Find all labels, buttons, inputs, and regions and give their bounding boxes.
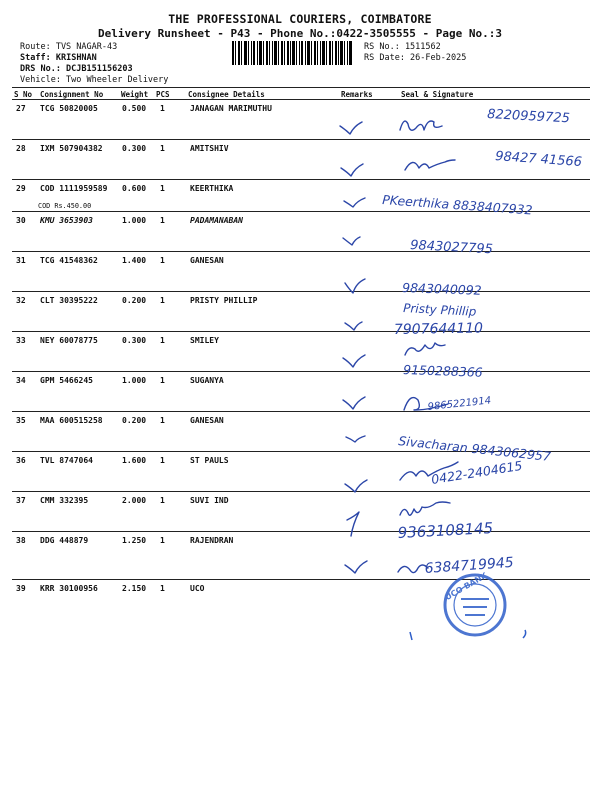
- cod-amount-note: COD Rs.450.00: [38, 202, 92, 210]
- row-weight: 1.000: [122, 216, 147, 225]
- row-consignee: PADAMANABAN: [190, 216, 243, 225]
- rs-number: RS No.: 1511562: [364, 42, 441, 52]
- row-pcs: 1: [160, 184, 165, 193]
- stamp-dash: [523, 630, 526, 638]
- row-sno: 35: [16, 416, 26, 425]
- stamp-dash: [410, 632, 412, 640]
- row-consignment: NEY 60078775: [40, 336, 98, 345]
- row-consignee: SMILEY: [190, 336, 219, 345]
- company-title: THE PROFESSIONAL COURIERS, COIMBATORE: [168, 12, 432, 26]
- row-sno: 33: [16, 336, 26, 345]
- handwritten-phone: 9363108145: [397, 519, 494, 542]
- row-weight: 0.600: [122, 184, 147, 193]
- handwritten-phone: 9865221914: [427, 395, 492, 413]
- row-weight: 0.300: [122, 336, 147, 345]
- row-pcs: 1: [160, 296, 165, 305]
- row-sno: 29: [16, 184, 26, 193]
- row-weight: 1.250: [122, 536, 147, 545]
- table-row: [12, 251, 590, 291]
- col-header-seal: Seal & Signature: [401, 90, 474, 99]
- row-weight: 1.400: [122, 256, 147, 265]
- row-consignment: KMU 3653903: [40, 216, 93, 225]
- row-weight: 0.200: [122, 296, 147, 305]
- rs-date: RS Date: 26-Feb-2025: [364, 53, 467, 63]
- handwritten-phone: 9150288366: [402, 362, 483, 380]
- col-header-consignment: Consignment No: [40, 90, 104, 99]
- row-consignee: GANESAN: [190, 256, 224, 265]
- handwritten-phone: 7907644110: [393, 320, 484, 338]
- row-pcs: 1: [160, 456, 165, 465]
- table-row: [12, 411, 590, 451]
- row-consignment: DDG 448879: [40, 536, 89, 545]
- row-consignment: MAA 600515258: [40, 416, 103, 425]
- handwritten-name: Pristy Phillip: [402, 301, 477, 319]
- staff-name: KRISHNAN: [55, 53, 97, 63]
- handwritten-phone: 9843027795: [409, 238, 494, 258]
- row-consignment: CLT 30395222: [40, 296, 98, 305]
- row-consignee: PRISTY PHILLIP: [190, 296, 258, 305]
- col-header-pcs: PCS: [156, 90, 170, 99]
- row-pcs: 1: [160, 336, 165, 345]
- row-consignee: JANAGAN MARIMUTHU: [190, 104, 272, 113]
- row-sno: 39: [16, 584, 26, 593]
- table-top-rule: [12, 87, 590, 88]
- row-weight: 2.150: [122, 584, 147, 593]
- table-row: [12, 331, 590, 371]
- row-consignment: KRR 30100956: [40, 584, 98, 593]
- col-header-remarks: Remarks: [341, 90, 373, 99]
- table-row: [12, 491, 590, 531]
- row-consignee: KEERTHIKA: [190, 184, 234, 193]
- row-consignment: COD 1111959589: [40, 184, 108, 193]
- table-row: [12, 291, 590, 331]
- row-consignee: GANESAN: [190, 416, 224, 425]
- row-weight: 0.200: [122, 416, 147, 425]
- row-consignee: SUVI IND: [190, 496, 229, 505]
- table-row: [12, 531, 590, 571]
- row-sno: 32: [16, 296, 26, 305]
- table-row: [12, 371, 590, 411]
- col-header-sno: S No: [14, 90, 33, 99]
- handwritten-phone: 8220959725: [486, 107, 571, 127]
- row-sno: 27: [16, 104, 26, 113]
- handwritten-phone: 98427 41566: [494, 149, 583, 171]
- route-label: Route: TVS NAGAR-43: [20, 42, 118, 52]
- row-sno: 36: [16, 456, 26, 465]
- row-sno: 31: [16, 256, 26, 265]
- row-weight: 1.600: [122, 456, 147, 465]
- svg-text:UCO BANK: UCO BANK: [443, 570, 489, 603]
- handwritten-phone: 0422-2404615: [430, 457, 524, 487]
- row-consignee: UCO: [190, 584, 205, 593]
- row-pcs: 1: [160, 584, 165, 593]
- table-row: [12, 211, 590, 251]
- row-pcs: 1: [160, 496, 165, 505]
- row-sno: 28: [16, 144, 26, 153]
- col-header-consignee: Consignee Details: [188, 90, 265, 99]
- staff-label: Staff:: [20, 53, 51, 63]
- row-pcs: 1: [160, 416, 165, 425]
- col-header-weight: Weight: [121, 90, 149, 99]
- handwritten-signature-phone: PKeerthika 8838407932: [381, 192, 533, 218]
- table-row: [12, 139, 590, 179]
- row-consignment: CMM 332395: [40, 496, 89, 505]
- row-pcs: 1: [160, 104, 165, 113]
- row-consignment: IXM 507904382: [40, 144, 103, 153]
- row-weight: 2.000: [122, 496, 147, 505]
- table-row: [12, 579, 590, 619]
- row-consignee: ST PAULS: [190, 456, 229, 465]
- handwritten-phone: 6384719945: [424, 554, 515, 577]
- handwritten-phone: 9843040092: [401, 280, 482, 298]
- row-pcs: 1: [160, 376, 165, 385]
- row-consignment: GPM 5466245: [40, 376, 93, 385]
- table-row: [12, 99, 590, 139]
- row-consignee: AMITSHIV: [190, 144, 229, 153]
- staff-line: [20, 53, 97, 63]
- row-pcs: 1: [160, 216, 165, 225]
- vehicle-label: Vehicle: Two Wheeler Delivery: [20, 75, 169, 85]
- row-consignment: TVL 8747064: [40, 456, 93, 465]
- row-consignee: SUGANYA: [190, 376, 224, 385]
- table-row: [12, 451, 590, 491]
- barcode-image: [232, 41, 352, 65]
- handwritten-signature-phone: Sivacharan 9843062957: [397, 433, 552, 464]
- row-sno: 34: [16, 376, 26, 385]
- row-sno: 30: [16, 216, 26, 225]
- row-weight: 0.500: [122, 104, 147, 113]
- drs-number: DRS No.: DCJB151156203: [20, 64, 133, 74]
- row-consignee: RAJENDRAN: [190, 536, 234, 545]
- row-weight: 1.000: [122, 376, 147, 385]
- row-sno: 37: [16, 496, 26, 505]
- row-consignment: TCG 41548362: [40, 256, 98, 265]
- row-pcs: 1: [160, 256, 165, 265]
- row-consignment: TCG 50820005: [40, 104, 98, 113]
- row-pcs: 1: [160, 536, 165, 545]
- row-sno: 38: [16, 536, 26, 545]
- runsheet-subtitle: Delivery Runsheet - P43 - Phone No.:0422-3505555 - Page No.:3: [98, 27, 502, 40]
- row-pcs: 1: [160, 144, 165, 153]
- row-weight: 0.300: [122, 144, 147, 153]
